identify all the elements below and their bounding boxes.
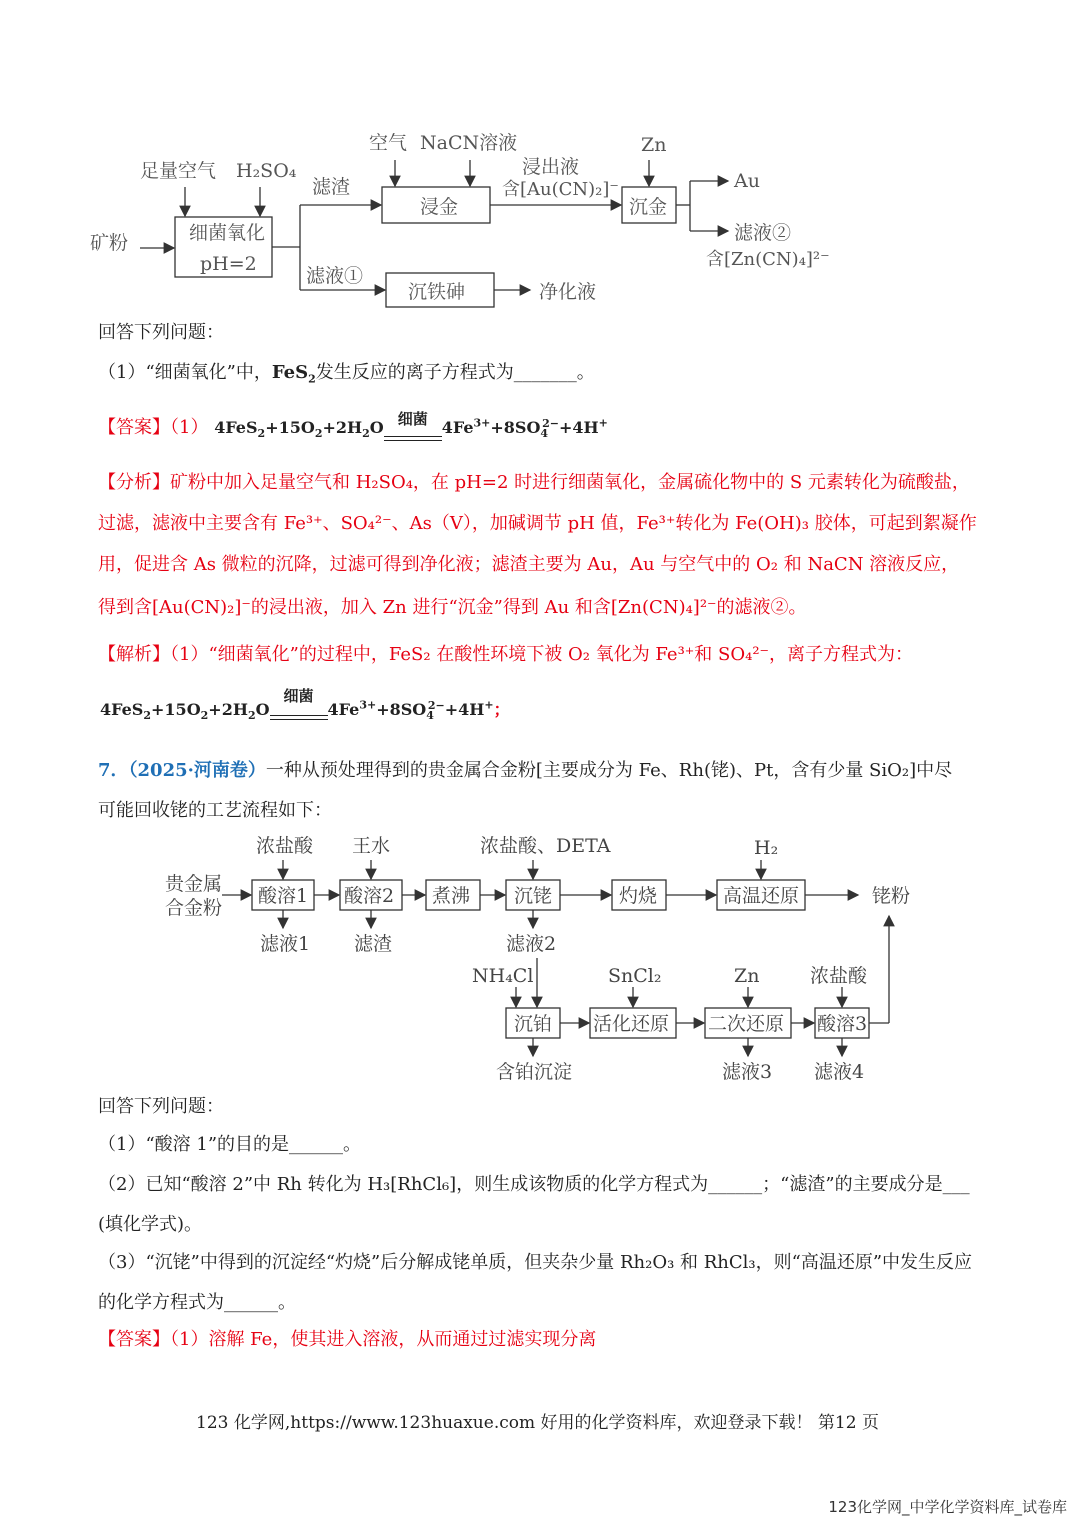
q6-answer-equation: $4FeS_2+15O_2+2H_2O$ 细菌 $4Fe^{3+}+8SO_4^{2-}+4H^+$ [214, 410, 608, 441]
label-pt-ppt: 沉铂 [514, 1013, 553, 1035]
q6-q1-post: 发生反应的离子方程式为_______。 [315, 362, 595, 383]
q7-stem-line-2: 可能回收铑的工艺流程如下： [98, 800, 332, 821]
label-rh-ppt: 沉铑 [514, 885, 553, 907]
q6-q1-pre: （1）“细菌氧化”中， [98, 362, 272, 383]
q7-subquestion-3: （3）“沉铑”中得到的沉淀经“灼烧”后分解成铑单质，但夹杂少量 Rh₂O₃ 和 RhCl₃，则“高温还原”中发生反应 [98, 1252, 973, 1273]
q7-subquestion-2-cont: (填化学式)。 [98, 1214, 203, 1235]
formula-fes2: FeS$_2$ [271, 362, 316, 386]
label-zn: Zn [734, 965, 760, 987]
label-nh4cl: NH₄Cl [472, 965, 534, 987]
label-air: 空气 [369, 132, 408, 154]
q6-explain-equation: $4FeS_2+15O_2+2H_2O$ 细菌 $4Fe^{3+}+8SO_4^{2-}+4H^+$； [100, 687, 510, 723]
label-conc-hcl2: 浓盐酸 [810, 965, 868, 987]
label-sncl2: SnCl₂ [608, 965, 662, 987]
label-ht-reduction: 高温还原 [723, 885, 800, 907]
label-leachate: 浸出液 [522, 156, 580, 178]
label-bio-1: 细菌氧化 [189, 222, 266, 244]
q7-answer-prompt: 回答下列问题： [98, 1096, 224, 1117]
label-aqua-regia: 王水 [352, 835, 391, 857]
label-alloy-1: 贵金属 [165, 873, 223, 895]
label-activate: 活化还原 [593, 1013, 670, 1035]
q7-source: （2025·河南卷） [128, 760, 266, 781]
q6-explain: 【解析】（1）“细菌氧化”的过程中，FeS₂ 在酸性环境下被 O₂ 氧化为 Fe³⁺和 SO₄²⁻，离子方程式为： [98, 644, 914, 665]
label-residue: 滤渣 [354, 933, 393, 955]
label-filtrate4: 滤液4 [814, 1061, 865, 1083]
label-burn: 灼烧 [619, 885, 658, 907]
q7-subquestion-2: （2）已知“酸溶 2”中 Rh 转化为 H₃[RhCl₆]，则生成该物质的化学方程式为______；“滤渣”的主要成分是___ [98, 1174, 970, 1195]
label-h2so4: H₂SO₄ [236, 160, 297, 182]
q6-subquestion-1 [98, 360, 595, 386]
label-filtrate2: 滤液2 [506, 933, 557, 955]
q7-answer: 【答案】（1）溶解 Fe，使其进入溶液，从而通过过滤实现分离 [98, 1329, 597, 1350]
q7-stem-1: 一种从预处理得到的贵金属合金粉[主要成分为 Fe、Rh(铑)、Pt，含有少量 SiO₂]中尽 [265, 760, 953, 781]
corner-watermark: 123化学网_中学化学资料库_试卷库 [828, 1498, 1067, 1516]
label-au: Au [734, 170, 760, 192]
label-au-cn: 含[Au(CN)₂]⁻ [502, 179, 619, 200]
label-rh-powder: 铑粉 [872, 885, 911, 907]
q6-answer-prompt: 回答下列问题： [98, 322, 224, 343]
label-acid3: 酸溶3 [817, 1013, 868, 1035]
label-second: 二次还原 [708, 1013, 785, 1035]
label-bio-2: pH=2 [200, 253, 257, 275]
label-hcl-deta: 浓盐酸、DETA [480, 835, 611, 857]
label-pt-precipitate: 含铂沉淀 [496, 1061, 573, 1083]
label-zn-cn: 含[Zn(CN)₄]²⁻ [706, 249, 830, 270]
page-footer: 123 化学网,https://www.123huaxue.com 好用的化学资料库，欢迎登录下载！ 第12 页 [196, 1413, 879, 1433]
label-acid2: 酸溶2 [344, 885, 395, 907]
label-residue: 滤渣 [312, 176, 351, 198]
q7-stem-line-1 [98, 758, 952, 784]
label-nacn: NaCN溶液 [420, 132, 518, 154]
label-acid1: 酸溶1 [258, 885, 309, 907]
q7-number: 7． [98, 760, 129, 781]
label-fe-as: 沉铁砷 [408, 281, 466, 303]
q6-analysis-line-2: 过滤，滤液中主要含有 Fe³⁺、SO₄²⁻、As（V），加碱调节 pH 值，Fe³⁺转化为 Fe(OH)₃ 胶体，可起到絮凝作 [98, 513, 977, 534]
label-filtrate1: 滤液1 [260, 933, 311, 955]
label-filtrate2: 滤液② [734, 222, 792, 244]
q6-analysis-line-4: 得到含[Au(CN)₂]⁻的浸出液，加入 Zn 进行“沉金”得到 Au 和含[Zn(CN)₄]²⁻的滤液②。 [98, 597, 807, 618]
label-ore: 矿粉 [90, 232, 129, 254]
label-air-excess: 足量空气 [140, 160, 217, 182]
label-conc-hcl: 浓盐酸 [256, 835, 314, 857]
q6-analysis-line-3: 用，促进含 As 微粒的沉降，过滤可得到净化液；滤渣主要为 Au，Au 与空气中的 O₂ 和 NaCN 溶液反应， [98, 554, 960, 575]
q6-answer [98, 410, 608, 441]
q7-subquestion-3-cont: 的化学方程式为______。 [98, 1292, 296, 1313]
label-filtrate1: 滤液① [306, 265, 364, 287]
q6-answer-tag: 【答案】（1） [98, 417, 209, 438]
label-filtrate3: 滤液3 [722, 1061, 773, 1083]
q7-subquestion-1: （1）“酸溶 1”的目的是______。 [98, 1134, 362, 1155]
label-zn: Zn [641, 134, 667, 156]
label-boil: 煮沸 [432, 885, 471, 907]
flowchart-rhodium [160, 830, 920, 1090]
label-purified: 净化液 [539, 281, 597, 303]
label-au-ppt: 沉金 [629, 196, 668, 218]
q6-analysis-line-1: 【分析】矿粉中加入足量空气和 H₂SO₄，在 pH=2 时进行细菌氧化，金属硫化物中的 S 元素转化为硫酸盐， [98, 472, 970, 493]
label-alloy-2: 合金粉 [165, 897, 223, 919]
flowchart-gold [90, 125, 850, 310]
label-h2: H₂ [754, 837, 779, 859]
label-leach: 浸金 [420, 196, 459, 218]
